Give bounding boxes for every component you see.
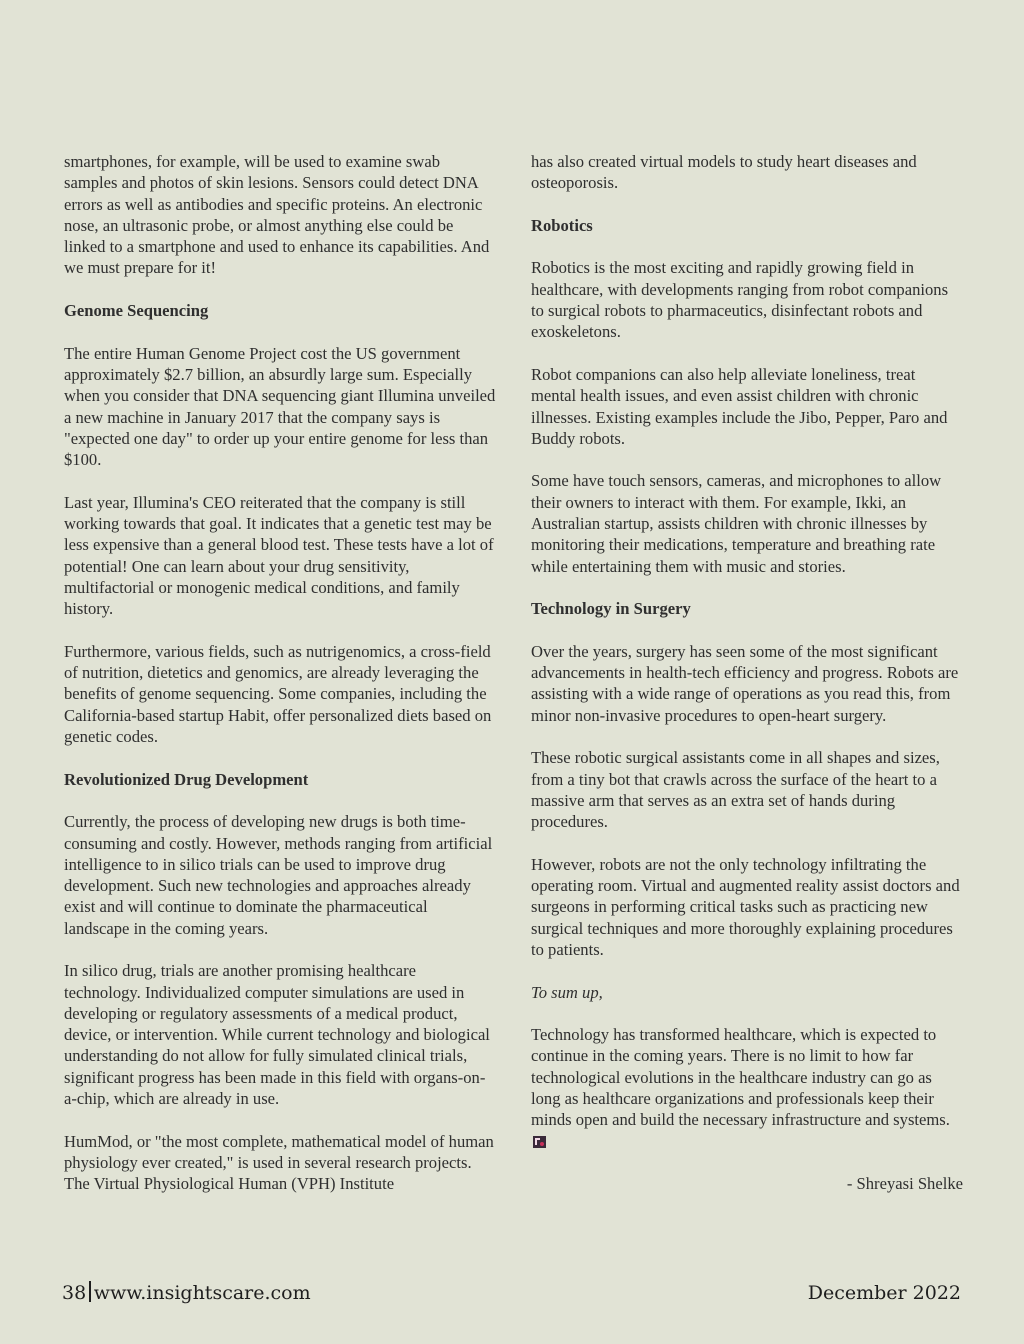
- paragraph: smartphones, for example, will be used to examine swab samples and photos of skin lesions. Sensors could detect DNA errors as well as antibodies and specific proteins. An electronic nose, an ultrasonic probe, or almost anything else could be linked to a smartphone and used to enhance its capabilities. And we must prepare for it!: [64, 152, 490, 278]
- paragraph: Currently, the process of developing new drugs is both time-consuming and costly. However, methods ranging from artificial intelligence to in silico trials can be used to improve drug development. Such new technologies and approaches already exist and will continue to dominate the pharmaceutical landscape in the coming years.: [64, 812, 493, 938]
- paragraph: However, robots are not the only technology infiltrating the operating room. Virtual and augmented reality assist doctors and surgeons in performing critical tasks such as practicing new surgical techniques and more thoroughly explaining procedures to patients.: [531, 854, 960, 959]
- paragraph: Robotics is the most exciting and rapidly growing field in healthcare, with developments ranging from robot companions to surgical robots to pharmaceutics, disinfectant robots and exoskeletons.: [531, 258, 949, 342]
- page-number: 38: [62, 1282, 87, 1304]
- article-column-right: [531, 151, 963, 1216]
- conclusion-lead-in: To sum up,: [531, 982, 603, 1002]
- paragraph: The entire Human Genome Project cost the US government approximately $2.7 billion, an absurdly large sum. Especially when you consider that DNA sequencing giant Illumina unveiled a new machine in January 2017 that the company says is "expected one day" to order up your entire genome for less than $100.: [64, 343, 496, 470]
- section-heading-technology-in-surgery: Technology in Surgery: [531, 599, 691, 619]
- paragraph: has also created virtual models to study heart diseases and osteoporosis.: [531, 152, 917, 193]
- author-byline: - Shreyasi Shelke: [846, 1174, 963, 1194]
- footer-page-info: [62, 1280, 311, 1306]
- paragraph: Furthermore, various fields, such as nutrigenomics, a cross-field of nutrition, dietetics and genomics, are already leveraging the benefits of genome sequencing. Some companies, including the California-based startup Habit, offer personalized diets based on genetic codes.: [64, 641, 492, 747]
- section-heading-genome-sequencing: Genome Sequencing: [64, 301, 209, 321]
- article-end-logo-icon: [533, 1136, 546, 1148]
- issue-date: December 2022: [807, 1282, 961, 1304]
- article-column-left: [64, 151, 496, 1216]
- website-link[interactable]: www.insightscare.com: [93, 1282, 311, 1304]
- paragraph: In silico drug, trials are another promising healthcare technology. Individualized computer simulations are used in developing or regulatory assessments of a medical product, device, or intervention. While current technology and biological understanding do not allow for fully simulated clinical trials, significant progress has been made in this field with organs-on-a-chip, which are already in use.: [64, 961, 490, 1109]
- paragraph: These robotic surgical assistants come in all shapes and sizes, from a tiny bot that crawls across the surface of the heart to a massive arm that serves as an extra set of hands during procedures.: [531, 748, 940, 832]
- paragraph-text: Technology has transformed healthcare, which is expected to continue in the coming years. There is no limit to how far technological evolutions in the healthcare industry can go as long as healthcare organizations and professionals keep their minds open and build the necessary infrastructure and systems.: [531, 1025, 950, 1130]
- paragraph: HumMod, or "the most complete, mathematical model of human physiology ever created," is used in several research projects. The Virtual Physiological Human (VPH) Institute: [64, 1131, 494, 1194]
- paragraph: Over the years, surgery has seen some of the most significant advancements in health-tech efficiency and progress. Robots are assisting with a wide range of operations as you read this, from minor non-invasive procedures to open-heart surgery.: [531, 641, 959, 725]
- closing-paragraph: [531, 1024, 963, 1152]
- section-heading-robotics: Robotics: [531, 215, 593, 235]
- paragraph: Some have touch sensors, cameras, and microphones to allow their owners to interact with them. For example, Ikki, an Australian startup, assists children with chronic illnesses by monitoring their medications, temperature and breathing rate while entertaining them with music and stories.: [531, 471, 942, 576]
- paragraph: Last year, Illumina's CEO reiterated that the company is still working towards that goal. It indicates that a genetic test may be less expensive than a general blood test. These tests have a lot of potential! One can learn about your drug sensitivity, multifactorial or monogenic medical conditions, and family history.: [64, 492, 494, 619]
- paragraph: Robot companions can also help alleviate loneliness, treat mental health issues, and even assist children with chronic illnesses. Existing examples include the Jibo, Pepper, Paro and Buddy robots.: [531, 364, 948, 448]
- section-heading-drug-development: Revolutionized Drug Development: [64, 769, 309, 789]
- footer-divider: [89, 1281, 91, 1302]
